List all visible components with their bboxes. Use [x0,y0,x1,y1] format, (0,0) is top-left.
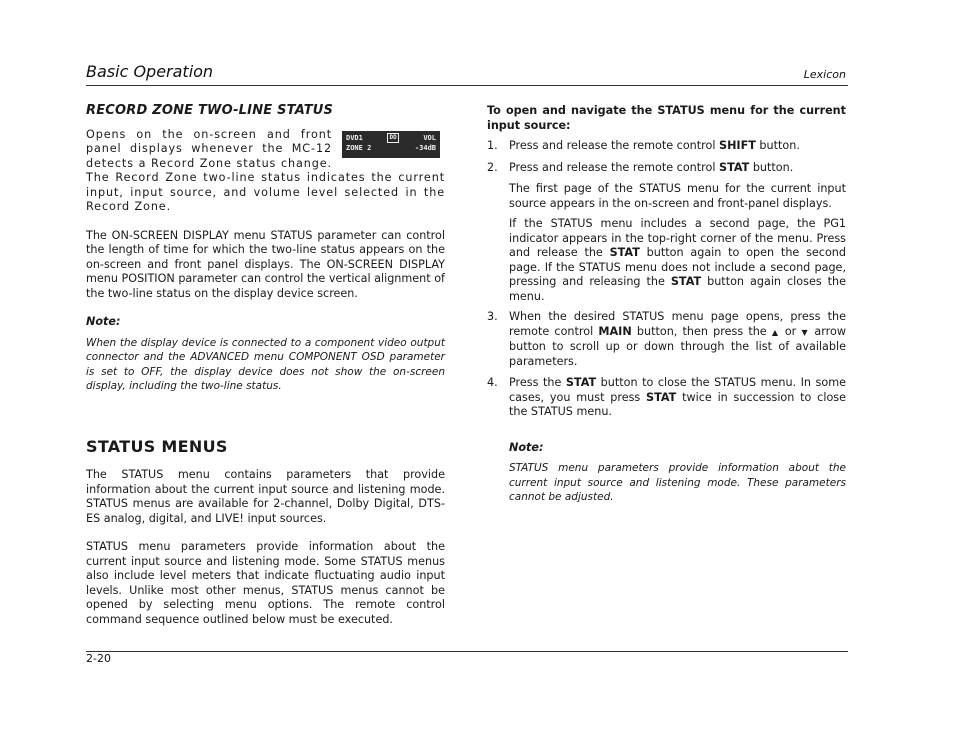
note-text: When the display device is connected to a component video output connector and the ADVANCED menu COMPONENT OSD parameter is set to OFF, the display device does not show the on-screen display, including the two-line status. [86,336,445,393]
right-note-text: STATUS menu parameters provide information about the current input source and listening mode. These parameters cannot be adjusted. [509,462,846,504]
step-2-detail-2: If the STATUS menu includes a second page, the PG1 indicator appears in the top-right corner of the menu. Press and release the STAT button again to open the second page. If the STATUS menu does not include a second page, pressing and releasing the STAT button again closes the menu. [509,217,846,303]
page-number: 2-20 [86,652,111,665]
display-input: DVD1 [346,133,363,142]
display-zone: ZONE 2 [346,143,372,152]
stat-key-label: STAT [719,160,750,174]
footer-divider [86,651,848,652]
arrow-up-icon: ▲ [771,327,780,337]
status-menu-paragraph: The STATUS menu contains parameters that provide information about the current input source and listening mode. STATUS menus are available for 2-channel, Dolby Digital, DTS-ES analog, digital, and LIVE! input sources. [86,468,445,525]
display-volume: -34dB [414,143,436,152]
right-note-label: Note: [509,440,544,454]
main-key-label: MAIN [598,324,632,338]
right-column [487,104,846,505]
header-divider [86,85,848,86]
note-label: Note: [86,315,121,328]
record-zone-subheading: RECORD ZONE TWO-LINE STATUS [86,103,334,118]
step-2: 2. Press and release the remote control STAT button. [487,160,794,174]
left-column [86,104,445,627]
status-menus-heading: STATUS MENUS [86,436,228,456]
display-vol-label: VOL [423,133,436,142]
page-header-brand: Lexicon [803,68,846,81]
procedure-intro: To open and navigate the STATUS menu for the current input source: [487,104,846,132]
step-4: 4. Press the STAT button to close the STATUS menu. In some cases, you must press STAT twice in succession to close the STATUS menu. [487,376,847,418]
arrow-down-icon: ▼ [801,327,810,337]
shift-key-label: SHIFT [719,139,756,152]
two-line-status-display [342,131,440,158]
step-2-detail-1: The first page of the STATUS menu for the current input source appears in the on-screen and front-panel displays. [509,182,846,210]
page-header-title: Basic Operation [86,62,214,81]
record-zone-paragraph: Opens on the on-screen and front panel displays whenever the MC-12 detects a Record Zone status change. The Record Zone two-line status indicates the current input, input source, and volume level selected in the Record Zone. [86,127,445,213]
step-3: 3. When the desired STATUS menu page opens, press the remote control MAIN button, then press the ▲ or ▼ arrow button to scroll up or down through the list of available parameters. [487,310,847,368]
dolby-digital-icon: DD [389,133,397,141]
osd-paragraph: The ON-SCREEN DISPLAY menu STATUS parameter can control the length of time for which the two-line status appears on the on-screen and front panel displays. The ON-SCREEN DISPLAY menu POSITION parameter can control the vertical alignment of the two-line status on the display device screen. [86,228,445,300]
status-params-paragraph: STATUS menu parameters provide information about the current input source and listening mode. Some STATUS menus also include level meters that indicate fluctuating audio input levels. Unlike most other menus, STATUS menus cannot be opened by selecting menu options. The remote control command sequence outlined below must be executed. [86,540,445,626]
step-1: 1. Press and release the remote control SHIFT button. [487,139,800,152]
